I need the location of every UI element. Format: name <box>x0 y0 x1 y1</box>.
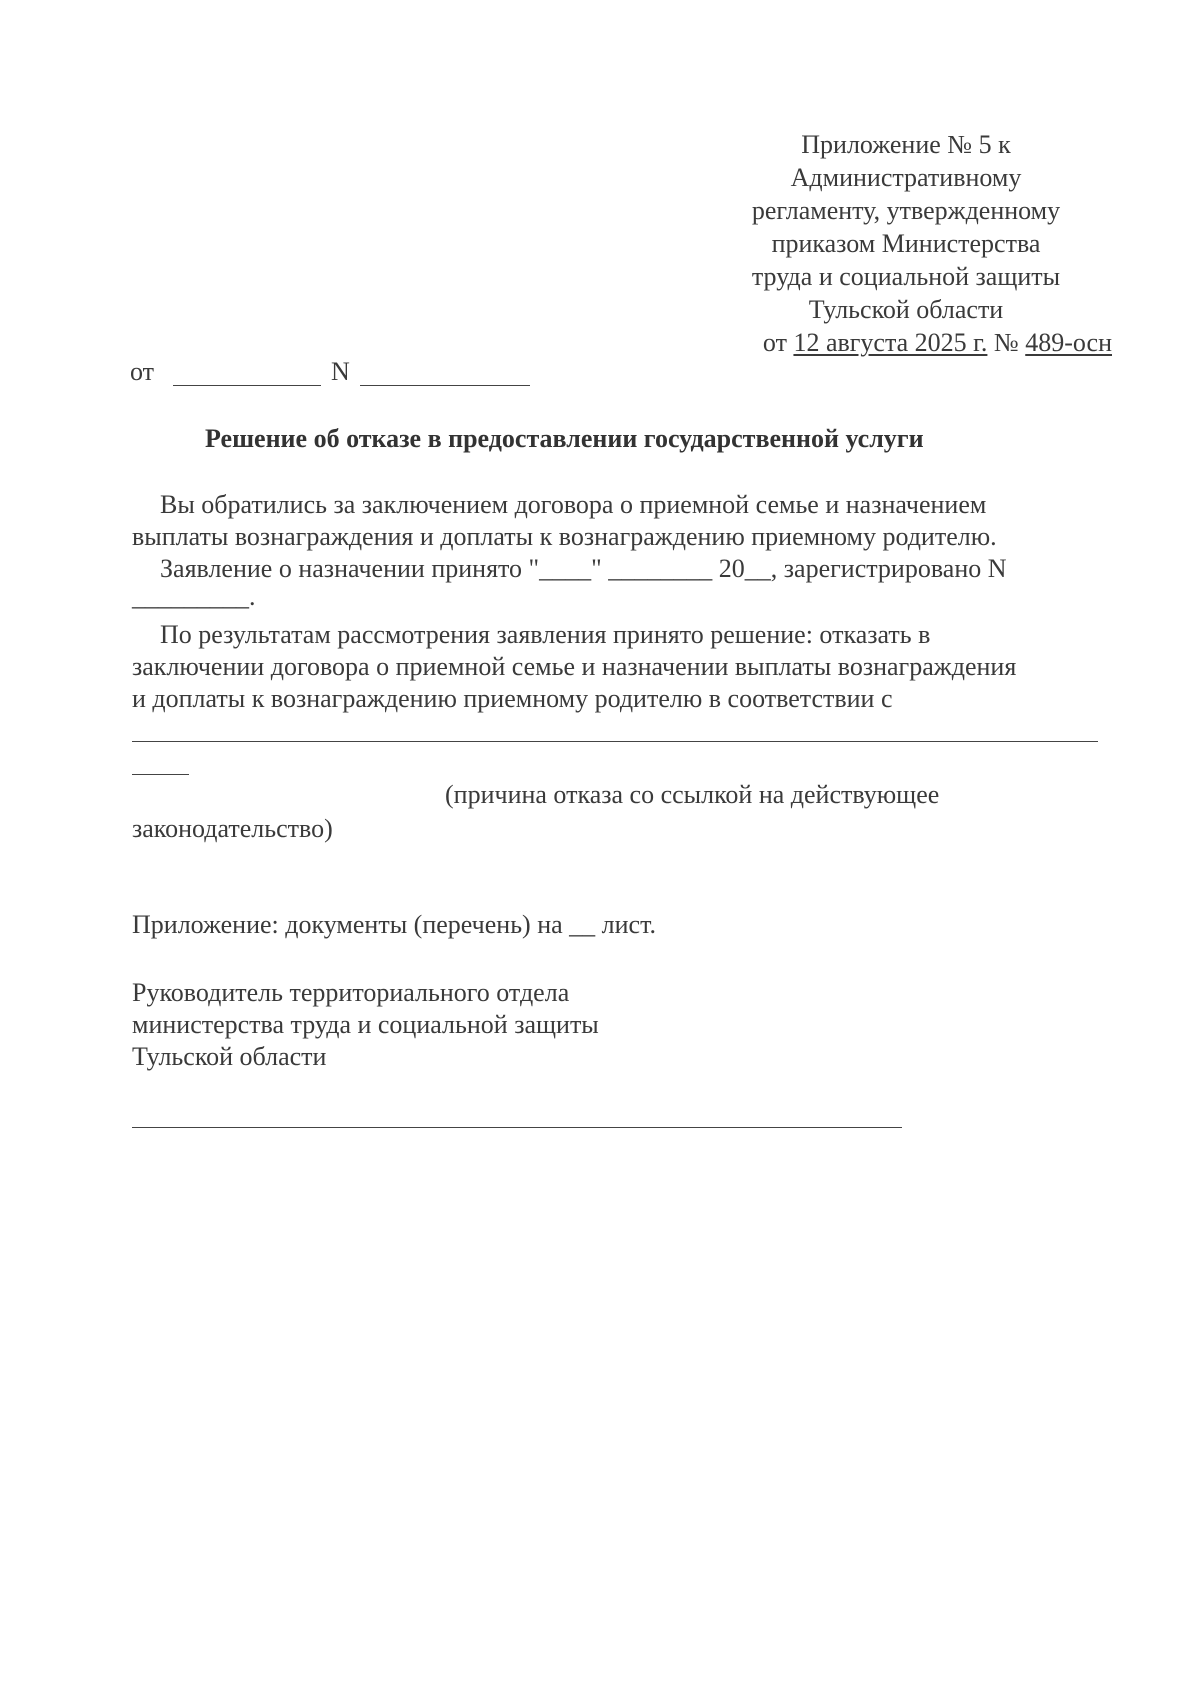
paragraph-line: Заявление о назначении принято "____" ________ 20__, зарегистрировано N <box>160 554 1007 583</box>
header-line: Приложение № 5 к <box>801 130 1011 159</box>
order-reference <box>700 326 1112 359</box>
header-line: регламенту, утвержденному <box>751 196 1061 225</box>
reason-blank-line-continuation[interactable] <box>132 774 189 775</box>
signatory-line: министерства труда и социальной защиты <box>132 1010 599 1039</box>
attachment-note: Приложение: документы (перечень) на __ лист. <box>132 910 656 939</box>
document-title: Решение об отказе в предоставлении государственной услуги <box>205 424 924 453</box>
attachment-header <box>700 128 1112 359</box>
paragraph-line: и доплаты к вознаграждению приемному родителю в соответствии с <box>132 684 893 713</box>
header-line: труда и социальной защиты <box>751 262 1061 291</box>
header-line: Административному <box>790 163 1022 192</box>
header-line: Тульской области <box>808 295 1004 324</box>
reason-blank-line[interactable] <box>132 741 1098 742</box>
doc-number-label: N <box>331 357 350 386</box>
signature-line[interactable] <box>132 1127 902 1128</box>
signatory-line: Тульской области <box>132 1042 327 1071</box>
reason-caption: законодательство) <box>132 814 333 843</box>
paragraph-line: По результатам рассмотрения заявления принято решение: отказать в <box>160 620 931 649</box>
doc-date-blank[interactable] <box>173 385 321 386</box>
paragraph-line: выплаты вознаграждения и доплаты к вознаграждению приемному родителю. <box>132 522 997 551</box>
order-prefix: от <box>762 328 787 357</box>
doc-date-label: от <box>130 357 155 386</box>
order-number: 489-осн <box>1025 328 1112 357</box>
reason-caption: (причина отказа со ссылкой на действующее <box>445 780 940 809</box>
paragraph-line: _________. <box>132 582 256 611</box>
order-number-sign: № <box>993 328 1019 357</box>
paragraph-line: заключении договора о приемной семье и назначении выплаты вознаграждения <box>132 652 1017 681</box>
order-date: 12 августа 2025 г. <box>793 328 988 357</box>
doc-number-blank[interactable] <box>360 385 530 386</box>
header-line: приказом Министерства <box>771 229 1041 258</box>
paragraph-line: Вы обратились за заключением договора о приемной семье и назначением <box>160 490 987 519</box>
signatory-line: Руководитель территориального отдела <box>132 978 570 1007</box>
